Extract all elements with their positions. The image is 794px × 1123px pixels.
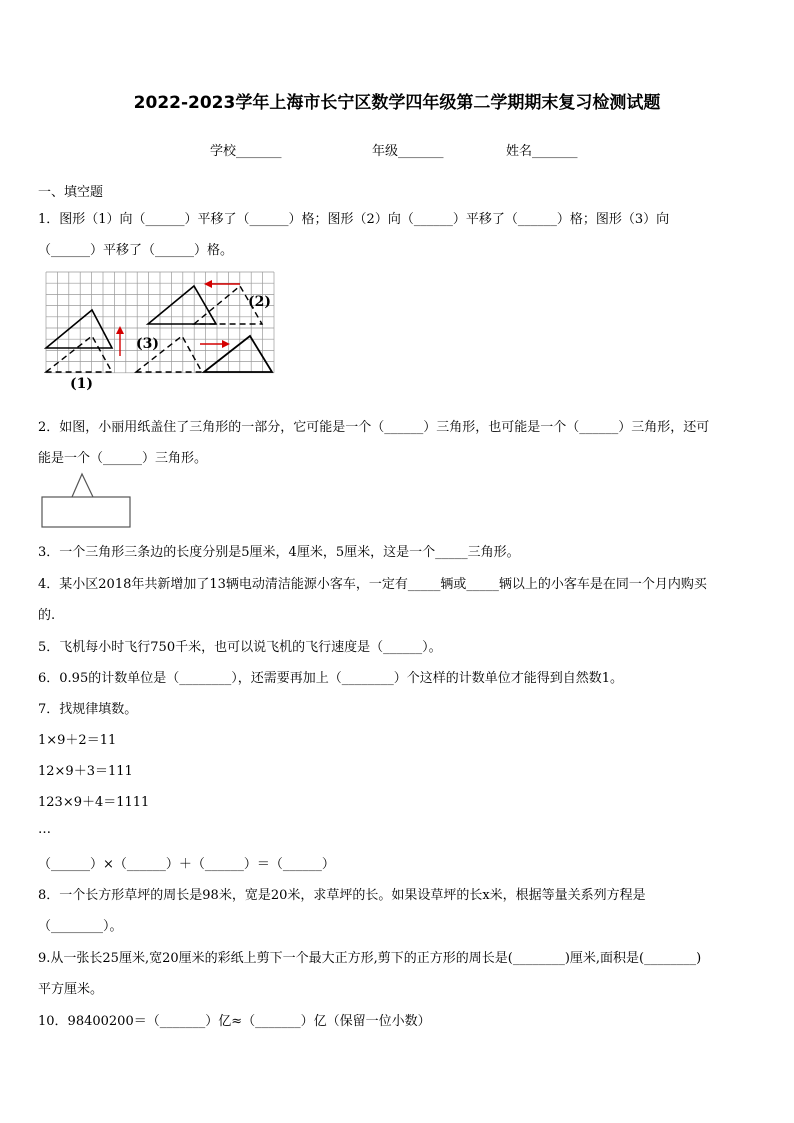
question-7-equation-3: 123×9＋4＝1111 bbox=[38, 795, 150, 810]
triangle-1-solid bbox=[46, 310, 112, 348]
arrow-right-icon bbox=[200, 340, 230, 348]
paper-cover bbox=[42, 497, 130, 527]
question-2-line-2: 能是一个（______）三角形。 bbox=[38, 451, 208, 466]
covered-triangle-figure bbox=[40, 470, 134, 530]
triangle-1-dashed bbox=[46, 336, 112, 372]
question-4-line-1: 4．某小区2018年共新增加了13辆电动清洁能源小客车，一定有_____辆或_____辆以上的小客车是在同一个月内购买 bbox=[38, 577, 707, 592]
label-shape-1: (1) bbox=[70, 376, 93, 392]
grade-field: 年级_______ bbox=[372, 144, 444, 159]
label-shape-3: (3) bbox=[136, 336, 159, 352]
question-3: 3．一个三角形三条边的长度分别是5厘米，4厘米，5厘米，这是一个_____三角形。 bbox=[38, 545, 520, 560]
question-7-blank-equation: （______）×（______）＋（______）＝（______） bbox=[38, 857, 335, 872]
question-4-line-2: 的. bbox=[38, 608, 56, 623]
question-7-equation-2: 12×9＋3＝111 bbox=[38, 764, 133, 779]
question-9-line-2: 平方厘米。 bbox=[38, 982, 104, 997]
question-5: 5．飞机每小时飞行750千米，也可以说飞机的飞行速度是（______）。 bbox=[38, 640, 442, 655]
triangle-3-solid bbox=[204, 336, 272, 372]
question-7-ellipsis: … bbox=[38, 822, 51, 837]
question-8-line-2: （________）。 bbox=[38, 919, 123, 934]
question-9-line-1: 9.从一张长25厘米,宽20厘米的彩纸上剪下一个最大正方形,剪下的正方形的周长是(________)厘米,面积是(________) bbox=[38, 951, 702, 966]
grid-lines bbox=[46, 272, 274, 373]
question-7-stem: 7．找规律填数。 bbox=[38, 702, 138, 717]
arrow-up-icon bbox=[116, 326, 124, 356]
page-title: 2022-2023学年上海市长宁区数学四年级第二学期期末复习检测试题 bbox=[133, 93, 661, 113]
question-1-line-2: （______）平移了（______）格。 bbox=[38, 243, 234, 258]
translation-grid-figure bbox=[44, 270, 276, 398]
question-8-line-1: 8．一个长方形草坪的周长是98米，宽是20米，求草坪的长。如果设草坪的长x米，根据等量关系列方程是 bbox=[38, 888, 646, 903]
school-field: 学校_______ bbox=[210, 144, 282, 159]
name-field: 姓名_______ bbox=[506, 144, 578, 159]
question-1-line-1: 1．图形（1）向（______）平移了（______）格；图形（2）向（______）平移了（______）格；图形（3）向 bbox=[38, 212, 670, 227]
question-2-line-1: 2．如图，小丽用纸盖住了三角形的一部分，它可能是一个（______）三角形，也可能是一个（______）三角形，还可 bbox=[38, 420, 710, 435]
question-10: 10．98400200＝（_______）亿≈（_______）亿（保留一位小数） bbox=[38, 1014, 431, 1029]
section-heading: 一、填空题 bbox=[38, 185, 104, 200]
question-7-equation-1: 1×9＋2＝11 bbox=[38, 733, 117, 748]
arrow-left-icon bbox=[204, 280, 240, 288]
question-6: 6．0.95的计数单位是（________），还需要再加上（________）个这样的计数单位才能得到自然数1。 bbox=[38, 671, 623, 686]
label-shape-2: (2) bbox=[248, 294, 271, 310]
